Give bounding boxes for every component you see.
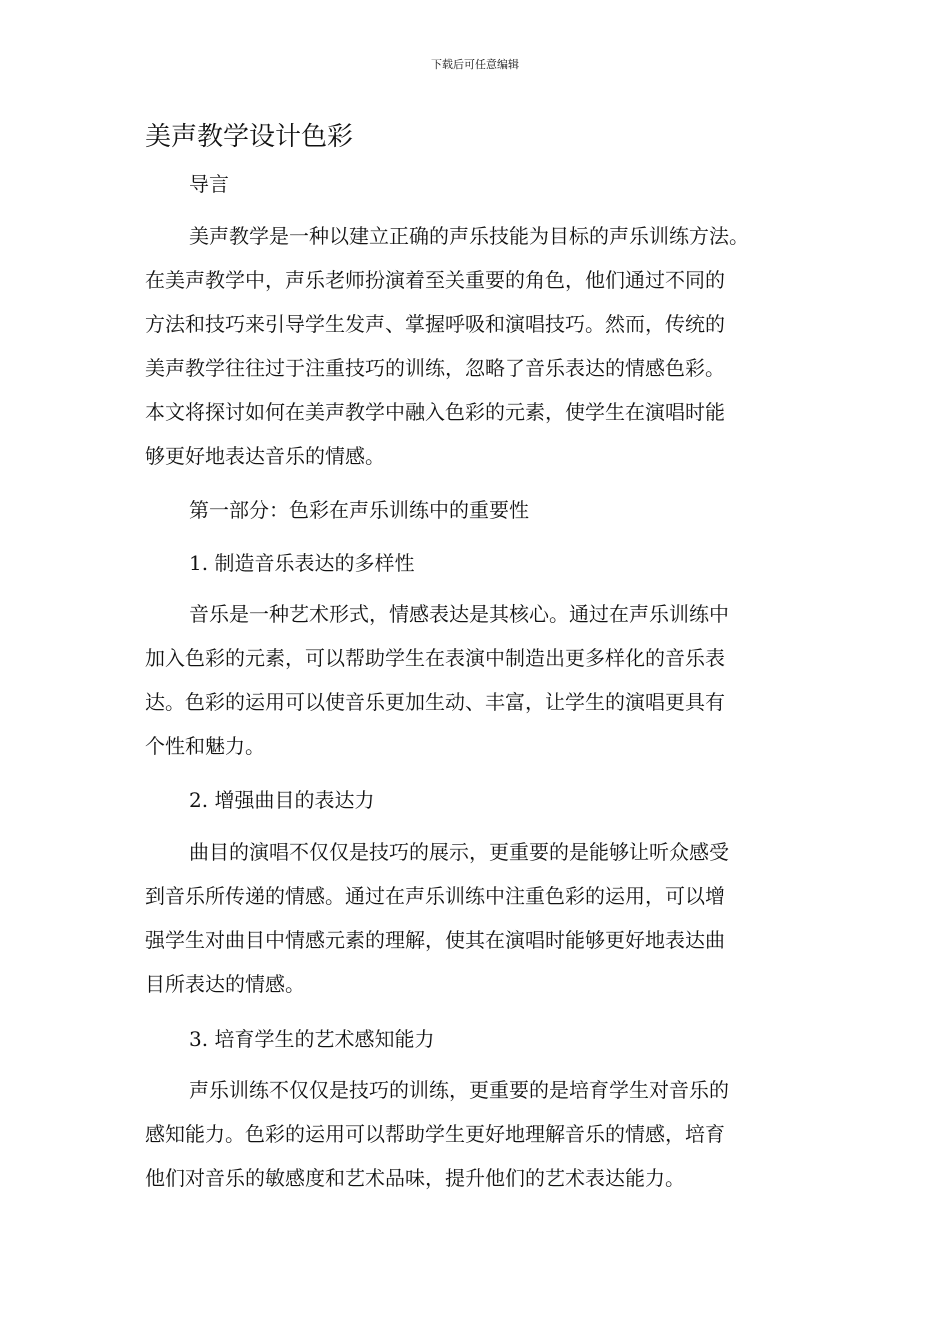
paragraph-line: 声乐训练不仅仅是技巧的训练，更重要的是培育学生对音乐的 xyxy=(189,1078,729,1102)
paragraph-line: 美声教学往往过于注重技巧的训练，忽略了音乐表达的情感色彩。 xyxy=(145,356,725,380)
section1-heading: 1. 制造音乐表达的多样性 xyxy=(189,551,415,575)
paragraph-line: 在美声教学中，声乐老师扮演着至关重要的角色，他们通过不同的 xyxy=(145,268,725,292)
paragraph-line: 曲目的演唱不仅仅是技巧的展示，更重要的是能够让听众感受 xyxy=(189,840,729,864)
section2-heading: 2. 增强曲目的表达力 xyxy=(189,788,375,812)
document-title: 美声教学设计色彩 xyxy=(145,122,354,152)
intro-heading: 导言 xyxy=(189,172,229,196)
section1-paragraph xyxy=(145,592,800,768)
section3-paragraph xyxy=(145,1068,800,1200)
paragraph-line: 达。色彩的运用可以使音乐更加生动、丰富，让学生的演唱更具有 xyxy=(145,690,725,714)
paragraph-line: 本文将探讨如何在美声教学中融入色彩的元素，使学生在演唱时能 xyxy=(145,400,725,424)
paragraph-line: 目所表达的情感。 xyxy=(145,972,305,996)
section3-heading: 3. 培育学生的艺术感知能力 xyxy=(189,1027,435,1051)
paragraph-line: 个性和魅力。 xyxy=(145,734,265,758)
paragraph-line: 音乐是一种艺术形式，情感表达是其核心。通过在声乐训练中 xyxy=(189,602,729,626)
part1-heading: 第一部分：色彩在声乐训练中的重要性 xyxy=(189,498,529,522)
paragraph-line: 方法和技巧来引导学生发声、掌握呼吸和演唱技巧。然而，传统的 xyxy=(145,312,725,336)
paragraph-line: 感知能力。色彩的运用可以帮助学生更好地理解音乐的情感，培育 xyxy=(145,1122,725,1146)
paragraph-line: 够更好地表达音乐的情感。 xyxy=(145,444,385,468)
paragraph-line: 加入色彩的元素，可以帮助学生在表演中制造出更多样化的音乐表 xyxy=(145,646,725,670)
page-header-note: 下载后可任意编辑 xyxy=(431,58,519,71)
intro-paragraph xyxy=(145,214,800,478)
paragraph-line: 到音乐所传递的情感。通过在声乐训练中注重色彩的运用，可以增 xyxy=(145,884,725,908)
section2-paragraph xyxy=(145,830,800,1006)
paragraph-line: 强学生对曲目中情感元素的理解，使其在演唱时能够更好地表达曲 xyxy=(145,928,725,952)
paragraph-line: 美声教学是一种以建立正确的声乐技能为目标的声乐训练方法。 xyxy=(189,224,749,248)
paragraph-line: 他们对音乐的敏感度和艺术品味，提升他们的艺术表达能力。 xyxy=(145,1166,685,1190)
